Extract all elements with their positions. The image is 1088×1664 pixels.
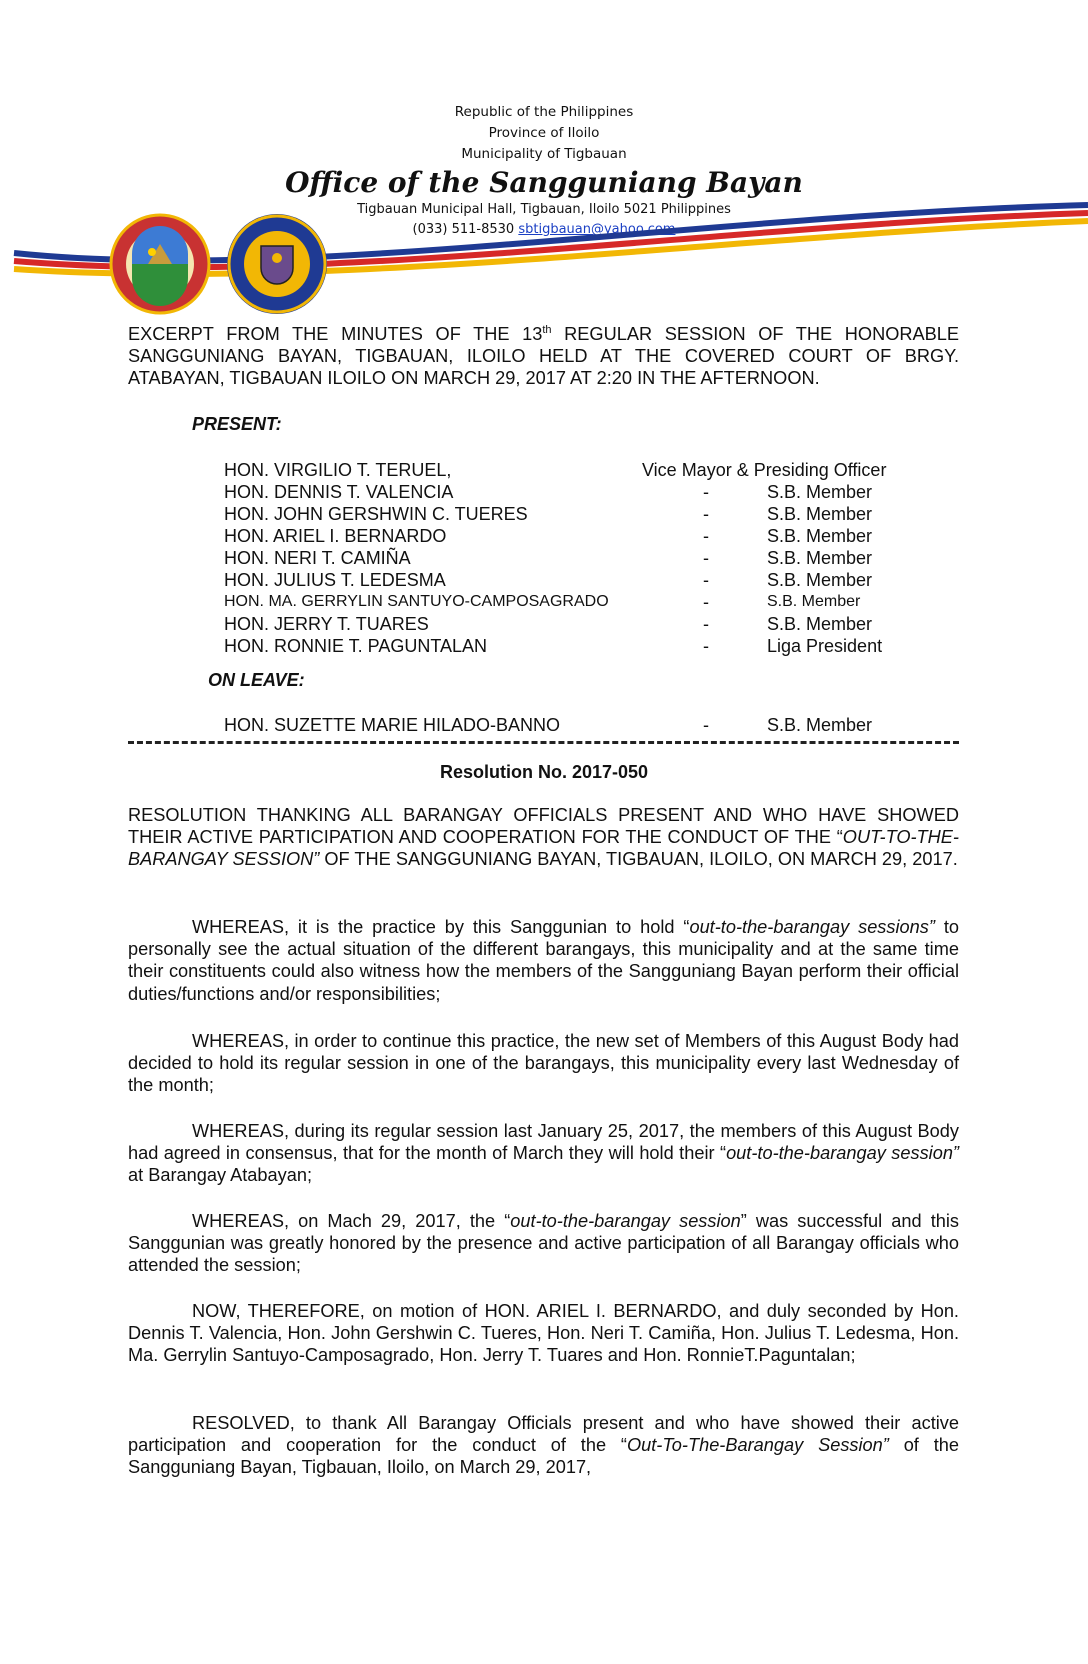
member-dash: - <box>703 614 709 634</box>
member-dash: - <box>703 592 709 612</box>
member-dash: - <box>703 548 709 568</box>
member-name: HON. MA. GERRYLIN SANTUYO-CAMPOSAGRADO <box>224 593 609 610</box>
member-role: S.B. Member <box>767 593 861 610</box>
member-name: HON. JERRY T. TUARES <box>224 614 429 634</box>
header-province: Province of Iloilo <box>488 125 600 141</box>
whereas-paragraph-3 <box>128 1120 959 1187</box>
whereas3-text-end: at Barangay Atabayan; <box>128 1165 313 1186</box>
resolved-italic: Out-To-The-Barangay Session” <box>626 1435 889 1456</box>
member-role: S.B. Member <box>767 614 873 634</box>
resolved-paragraph <box>128 1412 959 1479</box>
on-leave-label: ON LEAVE: <box>208 670 305 690</box>
member-name: HON. JULIUS T. LEDESMA <box>224 570 446 590</box>
member-dash: - <box>703 570 709 590</box>
whereas-paragraph-1 <box>128 916 959 1005</box>
present-label: PRESENT: <box>192 414 282 434</box>
member-name: HON. VIRGILIO T. TERUEL, <box>224 460 452 480</box>
excerpt-superscript: th <box>542 323 552 336</box>
member-dash: - <box>703 636 709 656</box>
header-email-link[interactable]: sbtigbauan@yahoo.com <box>518 222 676 237</box>
title-text: RESOLUTION THANKING ALL BARANGAY OFFICIALS PRESENT AND WHO HAVE SHOWED THEIR ACTIVE PARTICIPATION AND COOPERATION FOR THE CONDUCT OF THE “ <box>128 805 959 848</box>
whereas4-italic: out-to-the-barangay session <box>510 1211 741 1231</box>
header-republic: Republic of the Philippines <box>454 104 634 120</box>
resolved-text-end: of the Sangguniang Bayan, Tigbauan, Iloilo, on March 29, 2017, <box>128 1435 959 1478</box>
member-dash: - <box>703 526 709 546</box>
header-phone: (033) 511-8530 <box>412 222 515 237</box>
resolution-title <box>128 804 959 871</box>
excerpt-text-1: EXCERPT FROM THE MINUTES OF THE 13 <box>128 324 543 344</box>
excerpt-text-2: REGULAR SESSION OF THE HONORABLE SANGGUNIANG BAYAN, TIGBAUAN, ILOILO HELD AT THE COVERED COURT OF BRGY. ATABAYAN, TIGBAUAN ILOILO ON MARCH 29, 2017 AT 2:20 IN THE AFTERNOON. <box>128 324 959 389</box>
member-role: Liga President <box>767 636 883 656</box>
member-role: S.B. Member <box>767 715 873 735</box>
minutes-excerpt <box>128 323 959 390</box>
office-title: Office of the Sangguniang Bayan <box>285 166 803 199</box>
member-name: HON. NERI T. CAMIÑA <box>224 548 411 568</box>
whereas4-text: WHEREAS, on Mach 29, 2017, the “ <box>192 1211 511 1231</box>
member-name: HON. ARIEL I. BERNARDO <box>224 526 447 546</box>
whereas1-text: WHEREAS, it is the practice by this Sanggunian to hold “ <box>192 917 690 937</box>
whereas1-italic: out-to-the-barangay sessions” <box>689 917 935 937</box>
whereas1-text-end: to personally see the actual situation of the different barangays, this municipality and at the same time their constituents could also witness how the members of the Sangguniang Bayan perform their official duties/functions and/or responsibilities; <box>128 917 959 1004</box>
member-name: HON. SUZETTE MARIE HILADO-BANNO <box>224 715 561 735</box>
member-role: S.B. Member <box>767 504 873 524</box>
header-municipality: Municipality of Tigbauan <box>461 146 627 162</box>
member-role: S.B. Member <box>767 482 873 502</box>
member-role: S.B. Member <box>767 570 873 590</box>
title-text-end: OF THE SANGGUNIANG BAYAN, TIGBAUAN, ILOILO, ON MARCH 29, 2017. <box>319 849 958 870</box>
title-italic: OUT-TO-THE-BARANGAY SESSION” <box>128 827 959 870</box>
member-name: HON. RONNIE T. PAGUNTALAN <box>224 636 488 656</box>
whereas3-text: WHEREAS, during its regular session last January 25, 2017, the members of this August Body had agreed in consensus, that for the month of March they will hold their “ <box>128 1121 959 1164</box>
whereas3-italic: out-to-the-barangay session” <box>726 1143 959 1164</box>
municipal-seal-logo <box>108 212 212 316</box>
sangguniang-bayan-seal-logo <box>225 212 329 316</box>
member-role: S.B. Member <box>767 526 873 546</box>
resolution-number: Resolution No. 2017-050 <box>439 762 649 782</box>
member-dash: - <box>703 715 709 735</box>
member-name: HON. DENNIS T. VALENCIA <box>224 482 454 502</box>
member-role: S.B. Member <box>767 548 873 568</box>
whereas4-text-end: ” was successful and this Sanggunian was greatly honored by the presence and active participation of all Barangay officials who attended the session; <box>128 1211 960 1276</box>
now-therefore-paragraph: NOW, THEREFORE, on motion of HON. ARIEL I. BERNARDO, and duly seconded by Hon. Dennis T. Valencia, Hon. John Gershwin C. Tueres, Hon. Neri T. Camiña, Hon. Julius T. Ledesma, Hon. Ma. Gerrylin Santuyo-Camposagrado, Hon. Jerry T. Tuares and Hon. RonnieT.Paguntalan; <box>128 1301 959 1366</box>
whereas-paragraph-2: WHEREAS, in order to continue this practice, the new set of Members of this August Body had decided to hold its regular session in one of the barangays, this municipality every last Wednesday of the month; <box>128 1031 959 1096</box>
header-address: Tigbauan Municipal Hall, Tigbauan, Iloilo 5021 Philippines <box>357 202 731 217</box>
resolved-text: RESOLVED, to thank All Barangay Officials present and who have showed their active participation and cooperation for the conduct of the “ <box>128 1413 959 1456</box>
member-dash: - <box>703 504 709 524</box>
member-role: Vice Mayor & Presiding Officer <box>642 460 887 480</box>
whereas-paragraph-4 <box>128 1210 959 1277</box>
member-name: HON. JOHN GERSHWIN C. TUERES <box>224 504 528 524</box>
dashed-divider <box>128 741 959 744</box>
member-dash: - <box>703 482 709 502</box>
